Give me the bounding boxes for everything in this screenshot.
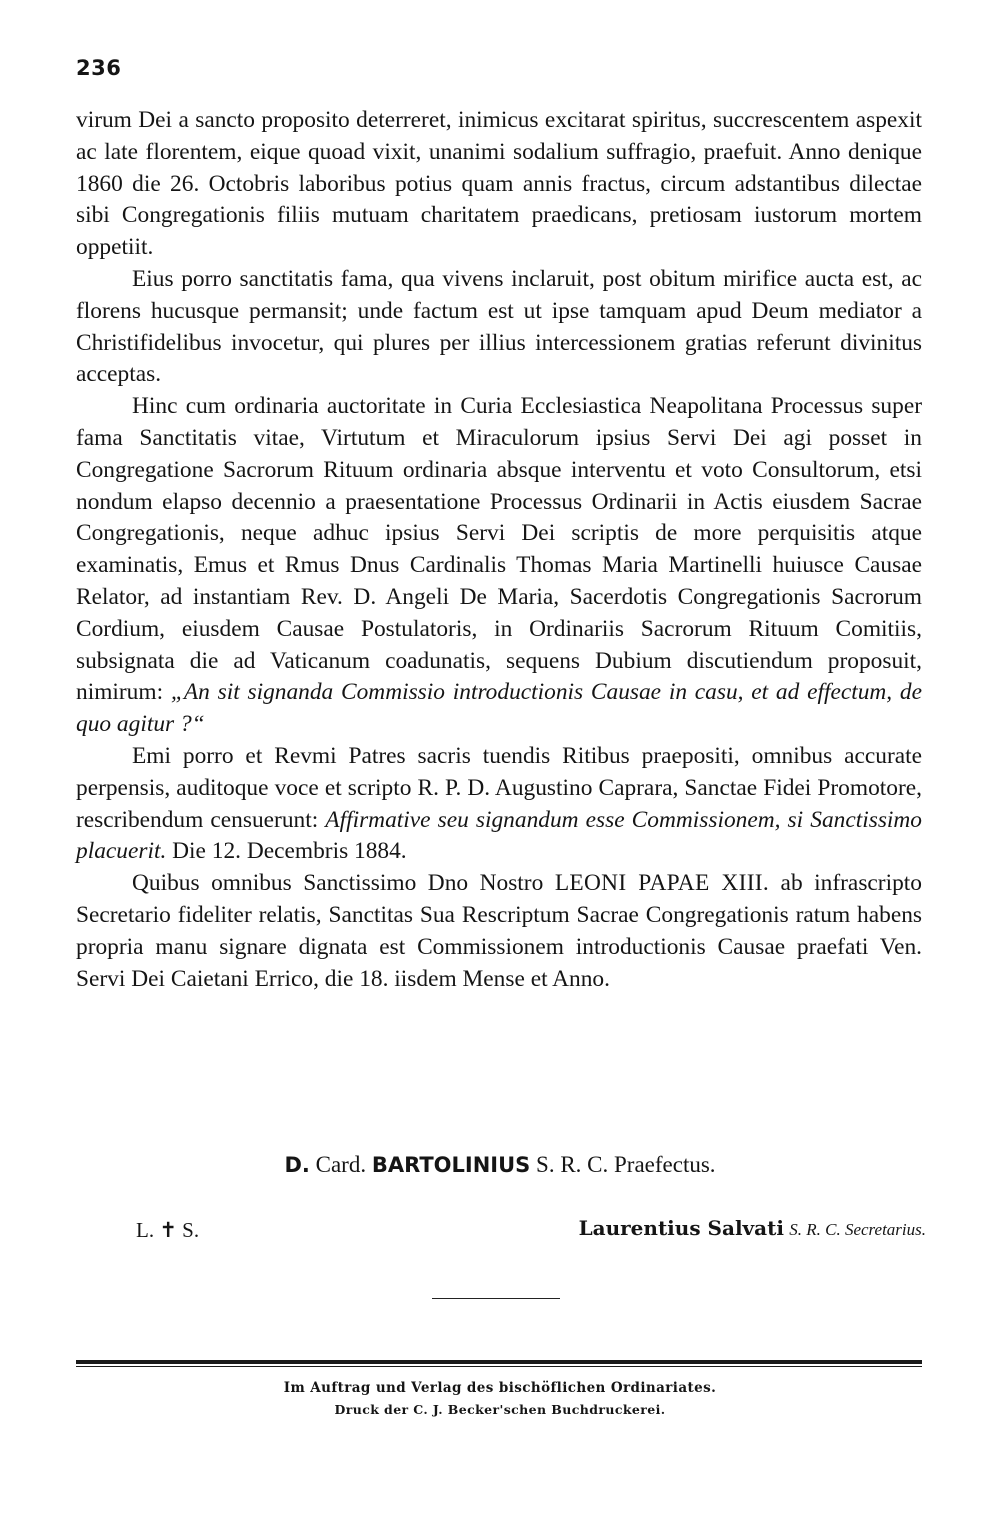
secretary-signature bbox=[579, 1216, 926, 1241]
footer-double-rule bbox=[76, 1360, 922, 1367]
signature-name: BARTOLINIUS bbox=[371, 1153, 531, 1177]
paragraph-5-before: Quibus omnibus Sanctissimo Dno Nostro bbox=[132, 870, 555, 897]
signature-office: S. R. C. Praefectus. bbox=[536, 1152, 716, 1177]
paragraph-2: Eius porro sanctitatis fama, qua vivens inclaruit, post obitum mirifice aucta est, ac florens hucusque permansit; unde factum est ut ipse tamquam apud Deum mediator a Christifidelibus invocetur, qui plures per illius intercessionem gratias referunt divinitus acceptas. bbox=[76, 265, 922, 388]
pope-name: LEONI PAPAE XIII. bbox=[554, 870, 770, 897]
paragraph-3-text: Hinc cum ordinaria auctoritate in Curia Ecclesiastica Neapolitana Processus super fama Sanctitatis vitae, Virtutum et Miraculorum ipsius Servi Dei agi posset in Congregatione Sacrorum Rituum ordinaria absque interventu et voto Consultorum, etsi nondum elapso decennio a praesentatione Processus Ordinarii in Actis eiusdem Sacrae Congregationis, neque adhuc ipsius Servi Dei scriptis de more perquisitis atque examinatis, Emus et Rmus Dnus Cardinalis Thomas Maria Martinelli huiusce Causae Relator, ad instantiam Rev. D. Angeli De Maria, Sacerdotis Congregationis Sacrorum Cordium, eiusdem Causae Postulatoris, in Ordinariis Sacrorum Rituum Comitiis, subsignata die ad Vaticanum coadunatis, sequens Dubium discutiendum proposuit, nimirum: bbox=[76, 393, 922, 706]
dubium-question: „An sit signanda Commissio introductionis Causae in casu, et ad effectum, de quo agitur ?“ bbox=[76, 679, 922, 738]
paragraph-4 bbox=[76, 741, 922, 868]
signature-initial: D. bbox=[284, 1153, 310, 1177]
rescript-text: Affirmative seu signandum esse Commissionem, si Sanctissimo placuerit. bbox=[76, 806, 923, 865]
secretary-name: Laurentius Salvati bbox=[578, 1216, 784, 1240]
secretary-office: S. R. C. Secretarius. bbox=[789, 1220, 926, 1239]
prefect-signature bbox=[0, 1152, 1000, 1178]
body-text bbox=[76, 105, 922, 995]
imprint-line-2: Druck der C. J. Becker'schen Buchdruckerei. bbox=[334, 1402, 666, 1417]
footer-rule-thin bbox=[76, 1366, 922, 1367]
paragraph-5 bbox=[76, 868, 922, 995]
page-number: 236 bbox=[76, 56, 122, 80]
paragraph-4-text: Emi porro et Revmi Patres sacris tuendis Ritibus praepositi, omnibus accurate perpensis, auditoque voce et scripto R. P. D. Augustino Caprara, Sanctae Fidei Promotore, rescribendum censuerunt: bbox=[76, 742, 922, 833]
signature-title: Card. bbox=[315, 1152, 367, 1177]
paragraph-5-after: ab infrascripto Secretario fideliter relatis, Sanctitas Sua Rescriptum Sacrae Congregationis ratum habens propria manu signare dignata est Commissionem introductionis Causae praefati Ven. Servi Dei Caietani Errico, die 18. iisdem Mense et Anno. bbox=[76, 870, 922, 992]
footer-rule-thick bbox=[76, 1360, 922, 1364]
decree-date: Die 12. Decembris 1884. bbox=[166, 838, 407, 865]
seal-mark: L. ✝ S. bbox=[136, 1218, 200, 1242]
imprint-line-1: Im Auftrag und Verlag des bischöflichen Ordinariates. bbox=[283, 1380, 717, 1396]
paragraph-1: virum Dei a sancto proposito deterreret, inimicus excitarat spiritus, succrescentem aspexit ac late florentem, eique quoad vixit, unanimi sodalium suffragio, praefuit. Anno denique 1860 die 26. Octobris laboribus potius quam annis fractus, circum adstantibus dilectae sibi Congregationis filiis mutuam charitatem praedicans, pretiosam iustorum mortem oppetiit. bbox=[76, 107, 922, 261]
paragraph-3 bbox=[76, 391, 922, 741]
short-divider bbox=[432, 1298, 560, 1299]
